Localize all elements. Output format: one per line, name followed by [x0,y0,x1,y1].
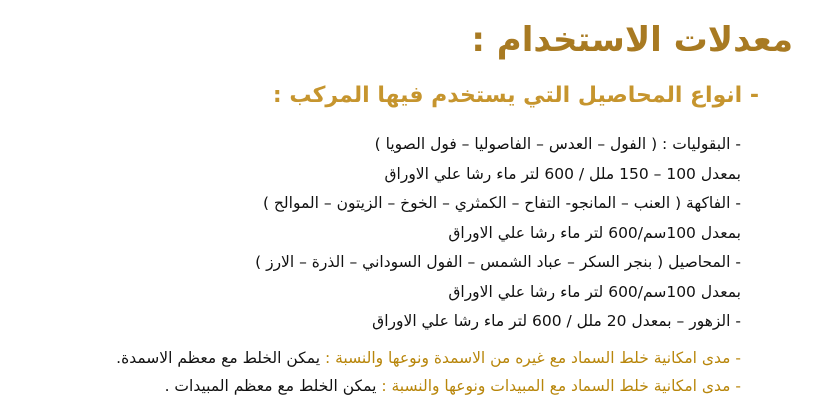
crop-list [91,130,741,337]
crop-legumes-rate: بمعدل 100 – 150 ملل / 600 لتر ماء رشا علي الاوراق [384,164,741,183]
fertilizer-mixing-question: - مدى امكانية خلط السماد مع غيره من الاسمدة ونوعها والنسبة : [324,349,741,367]
page-title: معدلات الاستخدام : [471,20,793,60]
fertilizer-mixing-answer: يمكن الخلط مع معظم الاسمدة. [116,349,321,367]
crop-fruits-name: - الفاكهة ( العنب – المانجو- التفاح – الكمثري – الخوخ – الزيتون – الموالح ) [91,189,741,219]
pesticide-mixing-answer: يمكن الخلط مع معظم المبيدات . [164,377,377,395]
fertilizer-mixing-line [116,344,741,372]
crop-flowers-name: - الزهور – بمعدل 20 ملل / 600 لتر ماء رشا علي الاوراق [91,307,741,337]
section-subtitle: - انواع المحاصيل التي يستخدم فيها المركب : [272,83,759,108]
crop-field-crops-name: - المحاصيل ( بنجر السكر – عباد الشمس – الفول السوداني – الذرة – الارز ) [91,248,741,278]
crop-field-crops-rate: بمعدل 100سم/600 لتر ماء رشا علي الاوراق [448,282,741,301]
crop-legumes-name: - البقوليات : ( الفول – العدس – الفاصوليا – فول الصويا ) [91,130,741,160]
crop-fruits-rate: بمعدل 100سم/600 لتر ماء رشا علي الاوراق [448,223,741,242]
pesticide-mixing-question: - مدى امكانية خلط السماد مع المبيدات ونوعها والنسبة : [381,377,741,395]
pesticide-mixing-line [165,372,741,400]
